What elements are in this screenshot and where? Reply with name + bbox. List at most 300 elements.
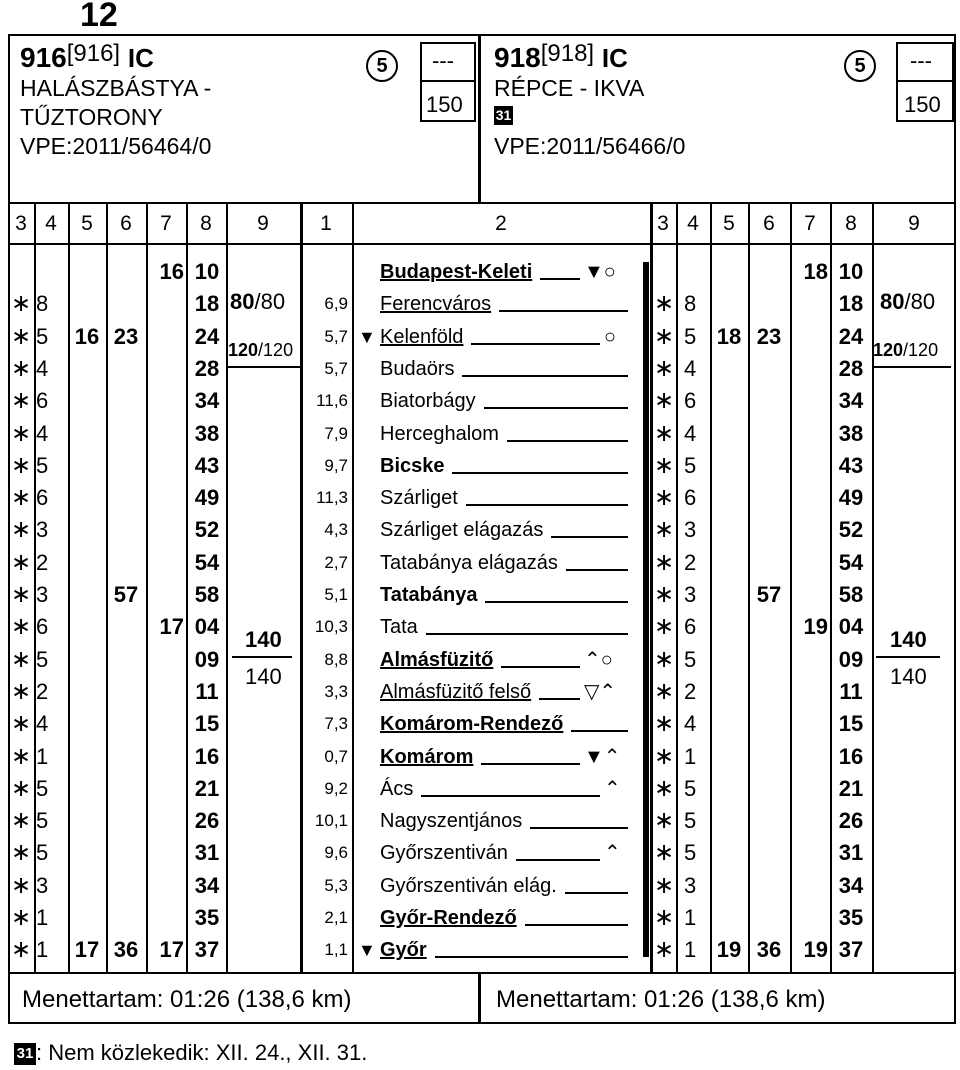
train-1-num: 916 xyxy=(20,42,67,73)
station-name: Ács xyxy=(380,777,414,800)
star-icon: ∗ xyxy=(10,839,32,867)
min-diff: 3 xyxy=(36,582,49,607)
dep-min: 11 xyxy=(839,678,863,704)
column-number: 1 xyxy=(320,212,332,235)
dep-min: 34 xyxy=(838,388,864,414)
dep-min: 34 xyxy=(194,872,220,898)
station-name: Budaörs xyxy=(380,357,455,380)
calendar-31-icon: 31 xyxy=(495,107,512,123)
station-name: Herceghalom xyxy=(380,422,499,445)
header-bottom-line xyxy=(8,202,956,204)
station-name: Tatabánya elágazás xyxy=(380,551,558,574)
min-diff: 1 xyxy=(36,905,49,930)
speed-right-mid: 120/120 xyxy=(873,340,939,360)
station-name: Győr xyxy=(380,939,427,962)
dep-hour: 18 xyxy=(803,259,828,284)
train-2-name-line1: RÉPCE - IKVA xyxy=(494,75,645,101)
dep-min: 21 xyxy=(838,775,864,801)
table-row xyxy=(0,837,960,869)
dep-min: 31 xyxy=(194,840,220,866)
column-number: 9 xyxy=(908,212,920,235)
min-diff: 3 xyxy=(36,872,49,898)
min-diff: 5 xyxy=(36,452,49,478)
dep-min: 15 xyxy=(838,711,864,737)
min-diff: 5 xyxy=(36,323,49,349)
table-row xyxy=(0,708,960,740)
train-1-name-line2: TŰZTORONY xyxy=(20,104,163,130)
leader-line xyxy=(525,924,628,926)
min-diff: 5 xyxy=(36,808,49,834)
dep-min: 18 xyxy=(838,291,864,317)
train-1-ref: [916] xyxy=(66,40,121,67)
km-distance: 9,7 xyxy=(324,455,348,475)
km-distance: 8,8 xyxy=(324,649,348,669)
dep-min: 58 xyxy=(194,582,220,607)
speed-left-mid: 120/120 xyxy=(228,340,294,360)
speed-right-low-divider xyxy=(876,656,940,658)
arr-min: 57 xyxy=(756,582,782,607)
km-distance: 5,7 xyxy=(324,326,348,346)
footnote xyxy=(14,1040,367,1066)
min-diff: 8 xyxy=(684,291,697,317)
star-icon: ∗ xyxy=(10,290,32,318)
dep-min: 49 xyxy=(838,485,864,511)
dep-min: 37 xyxy=(194,937,220,963)
min-diff: 5 xyxy=(684,323,697,349)
column-number: 3 xyxy=(15,212,27,235)
dep-min: 58 xyxy=(838,582,864,607)
min-diff: 4 xyxy=(36,355,49,381)
min-diff: 5 xyxy=(684,646,697,672)
dep-min: 35 xyxy=(838,905,864,930)
arr-min: 23 xyxy=(756,323,782,349)
min-diff: 2 xyxy=(36,678,49,704)
dep-hour: 19 xyxy=(803,614,828,640)
leader-line xyxy=(516,859,600,861)
star-icon: ∗ xyxy=(653,290,675,318)
speed-left-low-bottom: 140 xyxy=(245,664,282,689)
column-number: 8 xyxy=(200,212,212,235)
table-row xyxy=(0,385,960,417)
table-row xyxy=(0,644,960,676)
dep-min: 16 xyxy=(194,743,220,769)
min-diff: 5 xyxy=(36,775,49,801)
station-name: Ferencváros xyxy=(380,293,492,316)
triangle-down-icon: ▼ xyxy=(358,940,376,961)
star-icon: ∗ xyxy=(10,807,32,835)
footer-left-duration: Menettartam: 01:26 (138,6 km) xyxy=(22,986,352,1013)
train-2-type: IC xyxy=(601,43,628,73)
station-name: Biatorbágy xyxy=(380,390,476,413)
km-distance: 9,2 xyxy=(324,778,348,798)
table-row xyxy=(0,934,960,966)
station-name: Almásfüzitő xyxy=(380,648,494,671)
star-icon: ∗ xyxy=(10,677,32,705)
station-name: Bicske xyxy=(380,454,445,477)
star-icon: ∗ xyxy=(653,354,675,382)
speed-left-mid-underline xyxy=(227,366,301,368)
leader-line xyxy=(462,375,628,377)
station-name: Győr-Rendező xyxy=(380,907,517,929)
km-distance: 1,1 xyxy=(324,940,348,960)
dep-min: 34 xyxy=(194,388,220,414)
column-number: 5 xyxy=(81,212,93,235)
dep-min: 11 xyxy=(195,678,219,704)
star-icon: ∗ xyxy=(10,451,32,479)
km-distance: 2,7 xyxy=(324,552,348,572)
station-name: Tatabánya xyxy=(380,584,478,606)
star-icon: ∗ xyxy=(653,774,675,802)
km-distance: 6,9 xyxy=(324,294,348,314)
arr-hour: 18 xyxy=(716,323,742,349)
train-2-load-divider xyxy=(896,80,954,82)
dep-min: 34 xyxy=(838,872,864,898)
speed-left-low-top: 140 xyxy=(245,627,282,652)
train-2-ref: [918] xyxy=(540,40,595,67)
leader-line xyxy=(539,698,580,700)
station-name: Győrszentiván xyxy=(380,842,508,865)
table-row xyxy=(0,773,960,805)
leader-line xyxy=(481,763,580,765)
dep-min: 09 xyxy=(838,646,864,672)
star-icon: ∗ xyxy=(653,839,675,867)
star-icon: ∗ xyxy=(653,742,675,770)
dep-min: 16 xyxy=(838,743,864,769)
table-row xyxy=(0,611,960,643)
dep-min: 26 xyxy=(194,808,220,834)
leader-line xyxy=(530,827,628,829)
train-1-circle-badge: 5 xyxy=(366,50,398,82)
station-symbol-icon: ⌃○ xyxy=(584,648,613,671)
arr-hour: 19 xyxy=(716,937,742,963)
min-diff: 5 xyxy=(36,840,49,866)
min-diff: 5 xyxy=(684,775,697,801)
train-1-load-top: --- xyxy=(432,48,454,73)
star-icon: ∗ xyxy=(10,387,32,415)
km-distance: 3,3 xyxy=(324,681,348,701)
dep-min: 18 xyxy=(194,291,220,317)
table-row xyxy=(0,805,960,837)
dep-min: 10 xyxy=(838,259,864,284)
star-icon: ∗ xyxy=(653,904,675,931)
column-number: 9 xyxy=(257,212,269,235)
star-icon: ∗ xyxy=(10,613,32,641)
star-icon: ∗ xyxy=(653,936,675,964)
column-number: 7 xyxy=(160,212,172,235)
star-icon: ∗ xyxy=(10,322,32,350)
star-icon: ∗ xyxy=(653,710,675,738)
leader-line xyxy=(507,440,628,442)
column-number: 3 xyxy=(657,212,669,235)
dep-min: 38 xyxy=(194,420,220,446)
star-icon: ∗ xyxy=(653,548,675,576)
dep-min: 28 xyxy=(194,355,220,381)
table-row xyxy=(0,418,960,450)
table-row xyxy=(0,741,960,773)
triangle-down-icon: ▼ xyxy=(358,326,376,347)
station-name: Budapest-Keleti xyxy=(380,261,533,283)
train-2-load-bottom: 150 xyxy=(904,92,941,117)
table-row xyxy=(0,321,960,353)
station-name: Tata xyxy=(380,616,418,639)
dep-min: 26 xyxy=(838,808,864,834)
dep-hour: 19 xyxy=(803,937,828,963)
min-diff: 4 xyxy=(36,420,49,446)
km-distance: 2,1 xyxy=(324,908,348,927)
station-symbol-icon: ▼○ xyxy=(584,261,616,283)
train-1-name-line1: HALÁSZBÁSTYA - xyxy=(20,75,212,101)
train-1-load-divider xyxy=(420,80,476,82)
star-icon: ∗ xyxy=(10,742,32,770)
table-row xyxy=(0,288,960,320)
footer-top-line xyxy=(8,972,956,974)
train-1-load-bottom: 150 xyxy=(426,92,463,117)
dep-min: 15 xyxy=(194,711,220,737)
star-icon: ∗ xyxy=(653,807,675,835)
dep-min: 54 xyxy=(194,549,220,575)
dep-min: 52 xyxy=(194,517,220,543)
leader-line xyxy=(452,472,628,474)
leader-line xyxy=(566,569,628,571)
km-distance: 5,7 xyxy=(324,358,348,378)
min-diff: 6 xyxy=(36,388,49,414)
leader-line xyxy=(426,633,628,635)
min-diff: 3 xyxy=(684,582,697,607)
table-row xyxy=(0,450,960,482)
dep-min: 43 xyxy=(838,452,864,478)
train-1-type: IC xyxy=(127,43,154,73)
footer-right-duration: Menettartam: 01:26 (138,6 km) xyxy=(496,986,826,1013)
min-diff: 4 xyxy=(684,711,697,737)
leader-line xyxy=(499,310,628,312)
min-diff: 5 xyxy=(684,808,697,834)
min-diff: 1 xyxy=(684,743,697,769)
column-number: 4 xyxy=(45,212,57,235)
leader-line xyxy=(471,343,600,345)
star-icon: ∗ xyxy=(10,936,32,964)
arr-min: 36 xyxy=(756,937,782,963)
min-diff: 1 xyxy=(684,905,697,930)
station-symbol-icon: ▼⌃ xyxy=(584,745,621,768)
leader-line xyxy=(466,504,628,506)
min-diff: 4 xyxy=(684,355,697,381)
train-2-vpe: VPE:2011/56466/0 xyxy=(494,133,686,159)
column-number: 8 xyxy=(845,212,857,235)
leader-line xyxy=(565,892,628,894)
speed-right-top: 80/80 xyxy=(880,289,936,314)
station-symbol-icon: ▽⌃ xyxy=(584,680,617,703)
speed-left-low-divider xyxy=(232,656,292,658)
star-icon: ∗ xyxy=(653,677,675,705)
star-icon: ∗ xyxy=(653,871,675,899)
min-diff: 3 xyxy=(684,517,697,543)
table-row xyxy=(0,870,960,902)
star-icon: ∗ xyxy=(653,322,675,350)
star-icon: ∗ xyxy=(653,645,675,673)
train-1-number xyxy=(20,42,154,74)
star-icon: ∗ xyxy=(10,516,32,544)
arr-hour: 16 xyxy=(74,323,100,349)
dep-min: 49 xyxy=(194,485,220,511)
speed-right-low-top: 140 xyxy=(890,627,927,652)
min-diff: 1 xyxy=(36,743,49,769)
column-number: 7 xyxy=(804,212,816,235)
leader-line xyxy=(571,730,628,732)
dep-min: 24 xyxy=(194,323,220,349)
min-diff: 4 xyxy=(36,711,49,737)
table-row xyxy=(0,902,960,934)
table-row xyxy=(0,547,960,579)
table-row xyxy=(0,579,960,611)
min-diff: 5 xyxy=(684,452,697,478)
dep-min: 38 xyxy=(838,420,864,446)
dep-min: 10 xyxy=(194,259,220,284)
min-diff: 1 xyxy=(684,937,697,963)
table-row xyxy=(0,482,960,514)
min-diff: 6 xyxy=(684,614,697,640)
train-2-load-top: --- xyxy=(910,48,932,73)
min-diff: 6 xyxy=(36,614,49,640)
dep-min: 21 xyxy=(194,775,220,801)
star-icon: ∗ xyxy=(10,354,32,382)
speed-left-top: 80/80 xyxy=(230,289,286,314)
station-name: Almásfüzitő felső xyxy=(380,680,532,703)
dep-min: 28 xyxy=(838,355,864,381)
dep-min: 04 xyxy=(838,614,864,640)
footnote-text: : Nem közlekedik: XII. 24., XII. 31. xyxy=(36,1040,368,1065)
dep-hour: 17 xyxy=(159,614,184,640)
colnum-bottom-line xyxy=(8,243,956,245)
star-icon: ∗ xyxy=(653,484,675,512)
star-icon: ∗ xyxy=(10,904,32,931)
min-diff: 3 xyxy=(36,517,49,543)
table-row xyxy=(0,353,960,385)
calendar-31-icon: 31 xyxy=(14,1043,36,1065)
leader-line xyxy=(485,601,628,603)
dep-min: 54 xyxy=(838,549,864,575)
speed-right-mid-underline xyxy=(873,366,951,368)
min-diff: 6 xyxy=(684,485,697,511)
train-2-number xyxy=(494,42,628,74)
train-1-vpe: VPE:2011/56464/0 xyxy=(20,133,212,159)
page-number: 12 xyxy=(80,0,118,34)
dep-min: 24 xyxy=(838,323,864,349)
train-2-circle-badge: 5 xyxy=(844,50,876,82)
star-icon: ∗ xyxy=(10,419,32,447)
leader-line xyxy=(484,407,628,409)
train-2-footnote-mark xyxy=(494,106,513,125)
station-name: Komárom xyxy=(380,745,474,768)
header-divider xyxy=(478,34,481,204)
min-diff: 5 xyxy=(684,840,697,866)
table-row xyxy=(0,676,960,708)
star-icon: ∗ xyxy=(653,387,675,415)
min-diff: 4 xyxy=(684,420,697,446)
min-diff: 5 xyxy=(36,646,49,672)
star-icon: ∗ xyxy=(10,710,32,738)
km-distance: 5,3 xyxy=(324,875,348,895)
km-distance: 4,3 xyxy=(324,520,348,540)
km-distance: 11,3 xyxy=(316,488,348,508)
star-icon: ∗ xyxy=(10,581,32,608)
arr-min: 36 xyxy=(113,937,139,963)
column-number: 6 xyxy=(763,212,775,235)
dep-min: 35 xyxy=(194,905,220,930)
arr-min: 23 xyxy=(113,323,139,349)
arr-min: 57 xyxy=(113,582,139,607)
station-name: Komárom-Rendező xyxy=(380,713,564,736)
star-icon: ∗ xyxy=(653,451,675,479)
min-diff: 2 xyxy=(36,549,49,575)
km-distance: 7,3 xyxy=(324,714,348,734)
station-symbol-icon: ⌃ xyxy=(604,842,621,865)
dep-min: 04 xyxy=(194,614,220,640)
dep-min: 09 xyxy=(194,646,220,672)
km-distance: 0,7 xyxy=(324,746,348,766)
dep-min: 52 xyxy=(838,517,864,543)
footer-divider xyxy=(478,972,481,1024)
arr-hour: 17 xyxy=(74,937,100,963)
station-symbol-icon: ⌃ xyxy=(604,777,621,800)
dep-hour: 16 xyxy=(159,259,184,284)
km-distance: 11,6 xyxy=(316,391,348,411)
leader-line xyxy=(551,536,628,538)
star-icon: ∗ xyxy=(653,516,675,544)
leader-line xyxy=(421,795,600,797)
dep-min: 31 xyxy=(838,840,864,866)
leader-line xyxy=(435,956,628,958)
min-diff: 6 xyxy=(36,485,49,511)
station-name: Kelenföld xyxy=(380,325,464,348)
star-icon: ∗ xyxy=(653,581,675,608)
km-distance: 10,1 xyxy=(314,811,348,831)
station-name: Nagyszentjános xyxy=(380,810,523,833)
star-icon: ∗ xyxy=(10,548,32,576)
km-distance: 7,9 xyxy=(324,423,348,443)
dep-min: 37 xyxy=(838,937,864,963)
min-diff: 6 xyxy=(684,388,697,414)
table-row xyxy=(0,256,960,288)
star-icon: ∗ xyxy=(10,774,32,802)
star-icon: ∗ xyxy=(10,871,32,899)
min-diff: 2 xyxy=(684,678,697,704)
station-symbol-icon: ○ xyxy=(604,325,617,348)
star-icon: ∗ xyxy=(10,484,32,512)
column-number: 4 xyxy=(687,212,699,235)
star-icon: ∗ xyxy=(653,613,675,641)
column-number: 2 xyxy=(495,212,507,235)
leader-line xyxy=(501,666,580,668)
min-diff: 1 xyxy=(36,937,49,963)
min-diff: 8 xyxy=(36,291,49,317)
column-number: 5 xyxy=(723,212,735,235)
column-number: 6 xyxy=(120,212,132,235)
dep-hour: 17 xyxy=(159,937,184,963)
speed-right-low-bottom: 140 xyxy=(890,664,927,689)
km-distance: 9,6 xyxy=(324,843,348,863)
station-name: Szárliget xyxy=(380,487,458,510)
km-distance: 5,1 xyxy=(324,585,348,604)
dep-min: 43 xyxy=(194,452,220,478)
station-name: Győrszentiván elág. xyxy=(380,874,557,897)
train-2-num: 918 xyxy=(494,42,541,73)
star-icon: ∗ xyxy=(653,419,675,447)
table-row xyxy=(0,514,960,546)
track-bar xyxy=(643,262,649,957)
km-distance: 10,3 xyxy=(314,617,348,637)
min-diff: 2 xyxy=(684,549,697,575)
min-diff: 3 xyxy=(684,872,697,898)
